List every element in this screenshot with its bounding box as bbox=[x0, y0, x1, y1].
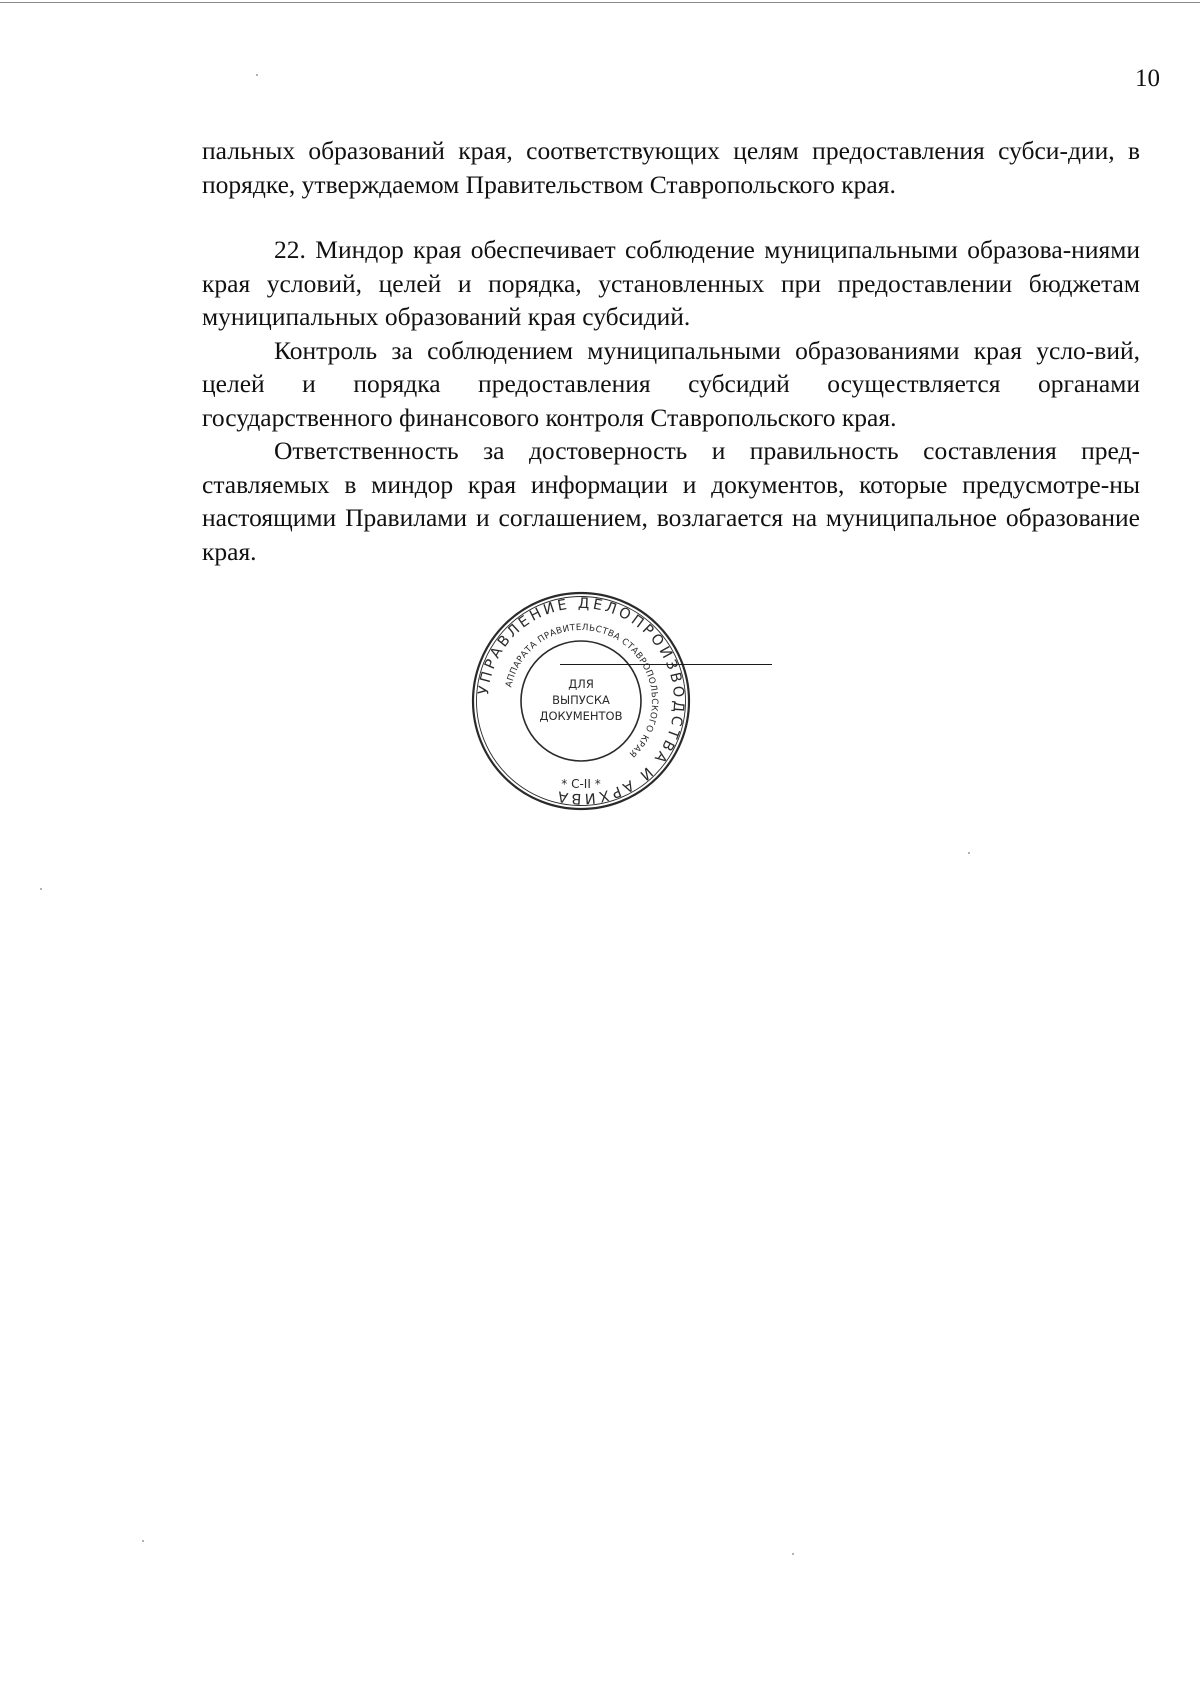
stamp-center bbox=[539, 677, 622, 791]
stamp-inner-ring-text: АППАРАТА ПРАВИТЕЛЬСТВА СТАВРОПОЛЬСКОГО КРАЯ bbox=[504, 622, 660, 759]
top-scan-edge-line bbox=[0, 2, 1200, 3]
page-number: 10 bbox=[1135, 65, 1160, 92]
paragraph-responsibility: Ответственность за достоверность и правильность составления пред-ставляемых в миндор края информации и документов, которые предусмотре-ны настоящими Правилами и соглашением, возлагается на муниципальное образование края. bbox=[202, 436, 1140, 566]
paragraph-continuation: пальных образований края, соответствующих целям предоставления субси-дии, в порядке, утверждаемом Правительством Ставропольского края. bbox=[202, 136, 1140, 199]
stamp-outer-text: УПРАВЛЕНИЕ ДЕЛОПРОИЗВОДСТВА И АРХИВА bbox=[476, 595, 687, 807]
official-round-stamp bbox=[468, 588, 694, 814]
signature-line bbox=[560, 664, 772, 665]
paragraph-control: Контроль за соблюдением муниципальными образованиями края усло-вий, целей и порядка предоставления субсидий осуществляется органами государственного финансового контроля Ставропольского края. bbox=[202, 335, 1140, 432]
stamp-center-line-2: ВЫПУСКА bbox=[552, 693, 610, 707]
stamp-center-line-1: ДЛЯ bbox=[568, 677, 594, 691]
scan-speck bbox=[792, 1553, 794, 1555]
scan-speck bbox=[256, 74, 258, 76]
scan-speck bbox=[968, 852, 970, 854]
stamp-center-line-3: ДОКУМЕНТОВ bbox=[539, 709, 623, 723]
paragraph-clause-22: 22. Миндор края обеспечивает соблюдение муниципальными образова-ниями края условий, целей и порядка, установленных при предоставлении бюджетам муниципальных образований края субсидий. bbox=[202, 235, 1140, 331]
scan-speck bbox=[142, 1540, 144, 1542]
scan-speck bbox=[40, 888, 42, 890]
document-body bbox=[202, 134, 1140, 568]
stamp-bottom-code: * С-II * bbox=[561, 777, 601, 791]
